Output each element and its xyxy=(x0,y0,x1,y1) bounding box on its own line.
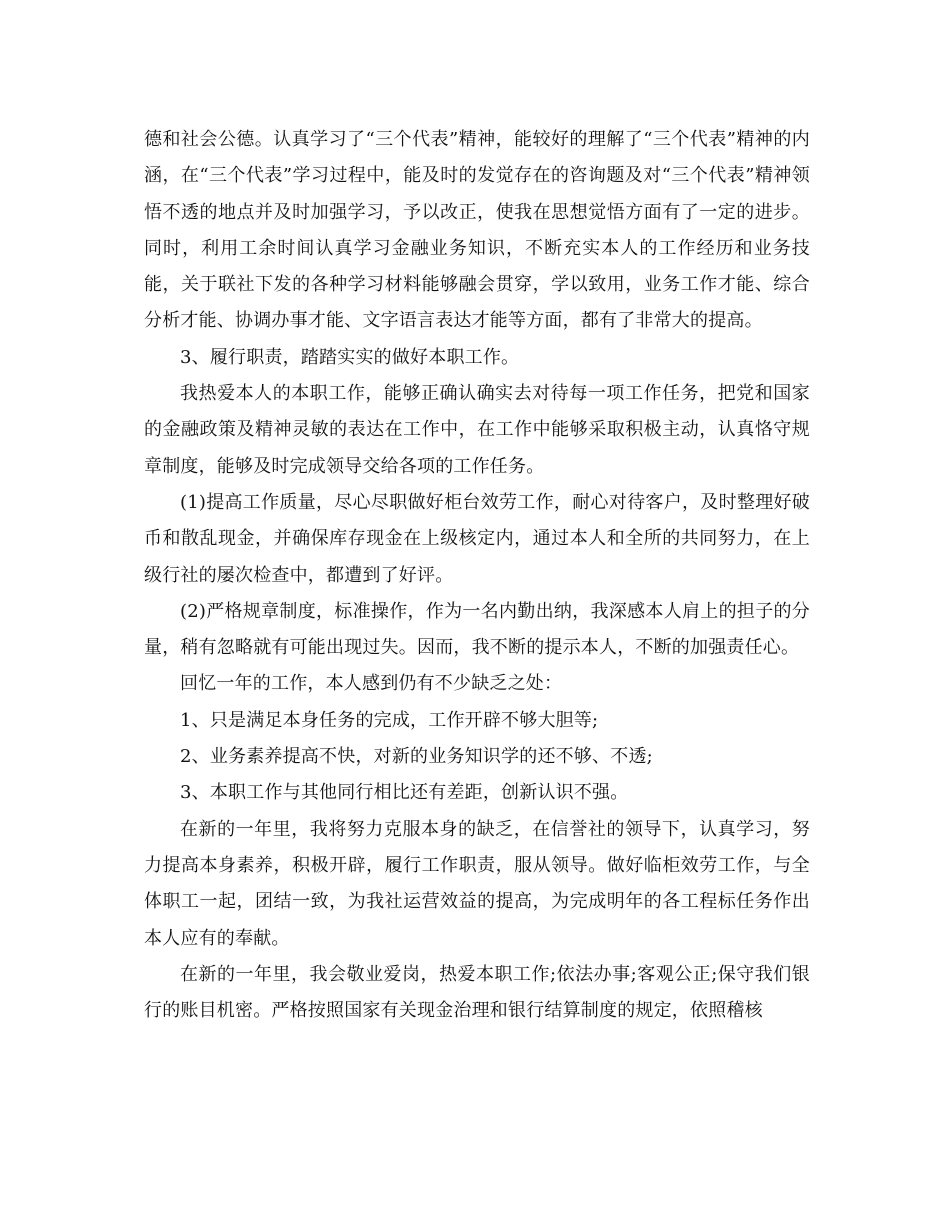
paragraph-10: 在新的一年里，我将努力克服本身的缺乏，在信誉社的领导下，认真学习，努力提高本身素养，积极开辟，履行工作职责，服从领导。做好临柜效劳工作，与全体职工一起，团结一致，为我社运营效益的提高，为完成明年的各工程标任务作出本人应有的奉献。 xyxy=(144,818,810,949)
paragraph-9: 3、本职工作与其他同行相比还有差距，创新认识不强。 xyxy=(180,782,629,804)
paragraph-5: (2)严格规章制度，标准操作，作为一名内勤出纳，我深感本人肩上的担子的分量，稍有忽略就有可能出现过失。因而，我不断的提示本人，不断的加强责任心。 xyxy=(144,600,810,659)
paragraph-2: 3、履行职责，踏踏实实的做好本职工作。 xyxy=(180,346,520,368)
document-body xyxy=(144,122,810,1029)
paragraph-3: 我热爱本人的本职工作，能够正确认确实去对待每一项工作任务，把党和国家的金融政策及精神灵敏的表达在工作中，在工作中能够采取积极主动，认真恪守规章制度，能够及时完成领导交给各项的工作任务。 xyxy=(144,383,810,477)
paragraph-7: 1、只是满足本身任务的完成，工作开辟不够大胆等; xyxy=(180,709,599,731)
paragraph-11: 在新的一年里，我会敬业爱岗，热爱本职工作;依法办事;客观公正;保守我们银行的账目机密。严格按照国家有关现金治理和银行结算制度的规定，依照稽核 xyxy=(144,963,810,1022)
paragraph-4: (1)提高工作质量，尽心尽职做好柜台效劳工作，耐心对待客户，及时整理好破币和散乱现金，并确保库存现金在上级核定内，通过本人和全所的共同努力，在上级行社的屡次检查中，都遭到了好评。 xyxy=(144,491,810,586)
paragraph-8: 2、业务素养提高不快，对新的业务知识学的还不够、不透; xyxy=(180,746,653,768)
paragraph-6: 回忆一年的工作，本人感到仍有不少缺乏之处： xyxy=(180,673,563,695)
paragraph-1: 德和社会公德。认真学习了“三个代表”精神，能较好的理解了“三个代表”精神的内涵，在“三个代表”学习过程中，能及时的发觉存在的咨询题及对“三个代表”精神领悟不透的地点并及时加强学习，予以改正，使我在思想觉悟方面有了一定的进步。同时，利用工余时间认真学习金融业务知识，不断充实本人的工作经历和业务技能，关于联社下发的各种学习材料能够融会贯穿，学以致用，业务工作才能、综合分析才能、协调办事才能、文字语言表达才能等方面，都有了非常大的提高。 xyxy=(144,129,810,332)
